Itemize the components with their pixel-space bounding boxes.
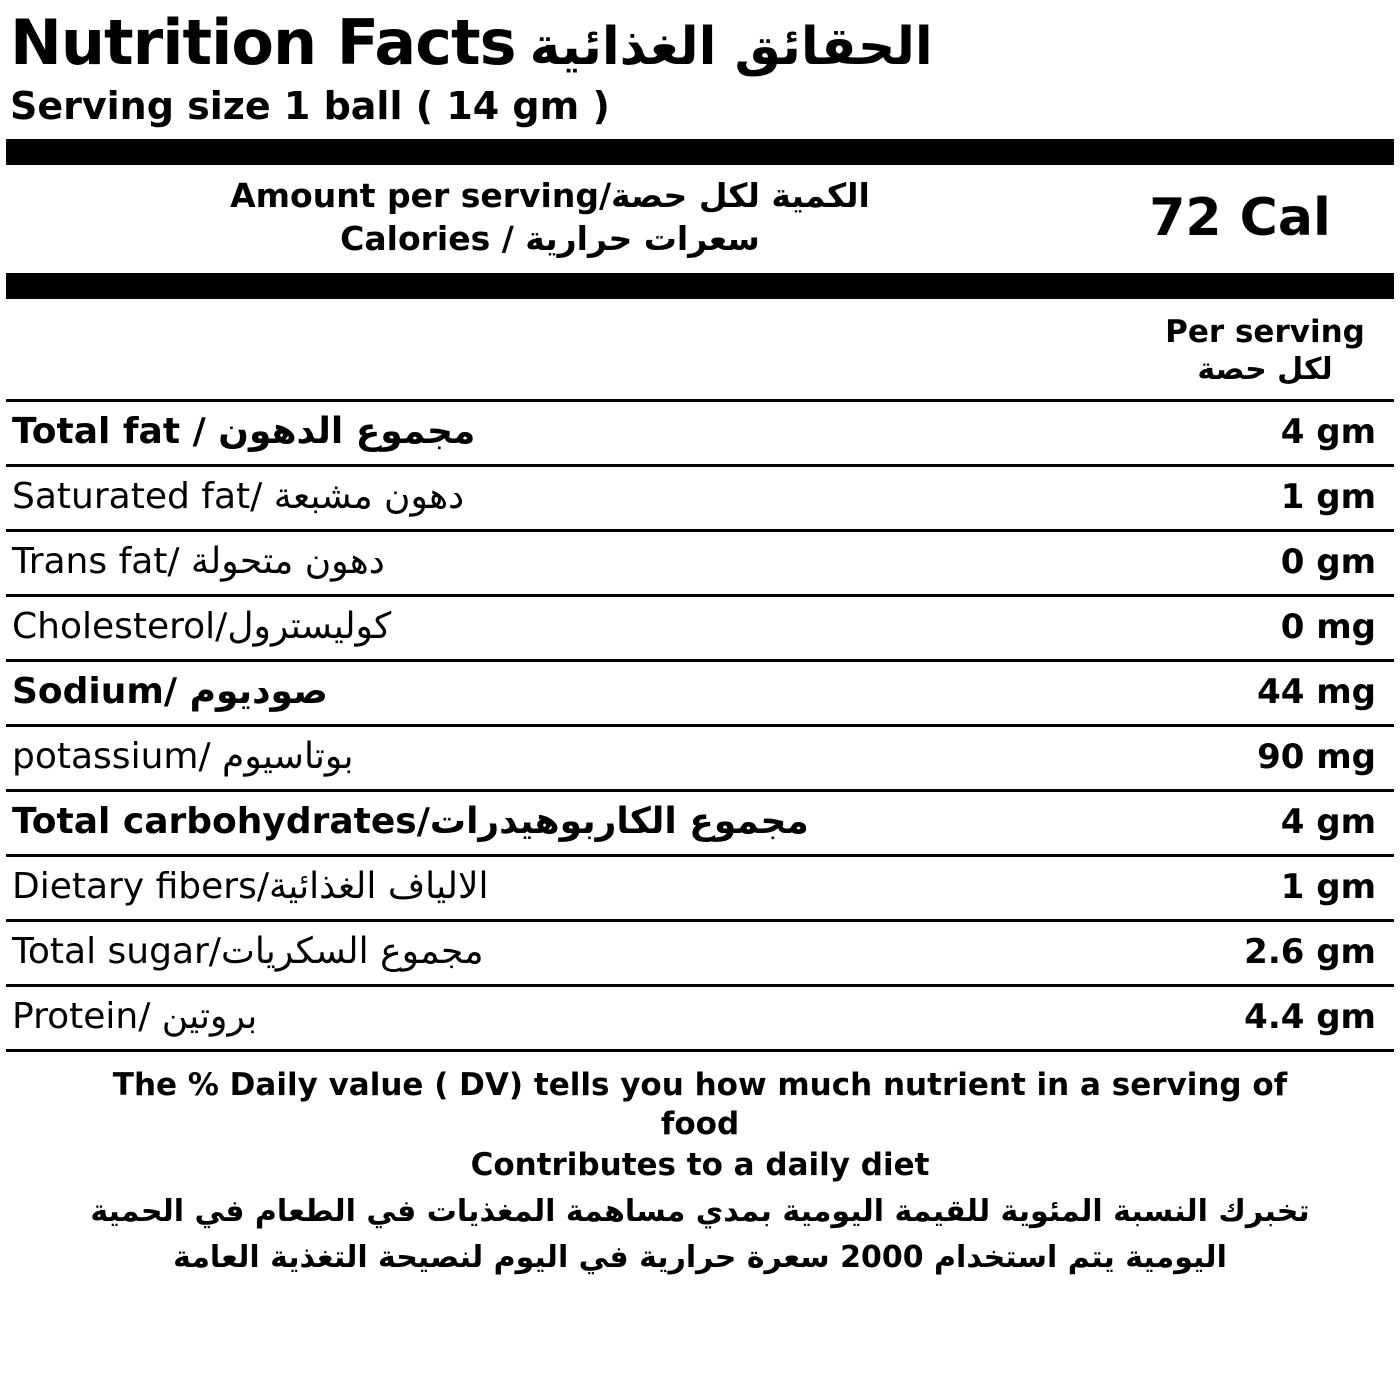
footnote-section — [6, 1049, 1394, 1285]
page-title-arabic: الحقائق الغذائية — [529, 17, 933, 77]
nutrient-name: Trans fat/ دهون متحولة — [12, 541, 385, 583]
nutrient-name: Protein/ بروتين — [12, 996, 258, 1038]
table-row — [6, 854, 1394, 919]
table-row — [6, 399, 1394, 464]
per-serving-header-box — [1150, 313, 1380, 389]
footnote-en-line3: Contributes to a daily diet — [470, 1147, 930, 1184]
table-row — [6, 659, 1394, 724]
nutrient-value: 1 gm — [1280, 866, 1376, 907]
nutrient-value: 4.4 gm — [1244, 996, 1376, 1037]
nutrient-value: 1 gm — [1280, 476, 1376, 517]
nutrient-name: Saturated fat/ دهون مشبعة — [12, 476, 465, 518]
nutrient-value: 2.6 gm — [1244, 931, 1376, 972]
amount-per-serving-line2: Calories / سعرات حرارية — [340, 218, 760, 258]
table-row — [6, 789, 1394, 854]
table-row — [6, 724, 1394, 789]
nutrient-rows — [6, 399, 1394, 1049]
nutrient-name: Total carbohydrates/مجموع الكاربوهيدرات — [12, 801, 809, 843]
nutrient-value: 90 mg — [1257, 736, 1376, 777]
label-title-row — [6, 0, 1394, 79]
nutrient-value: 4 gm — [1280, 411, 1376, 452]
page-title: Nutrition Facts — [10, 6, 516, 79]
per-serving-header-en: Per serving — [1165, 313, 1365, 350]
nutrient-name: potassium/ بوتاسيوم — [12, 736, 354, 778]
nutrient-name: Total sugar/مجموع السكريات — [12, 931, 484, 973]
nutrient-value: 44 mg — [1257, 671, 1376, 712]
nutrient-name: Cholesterol/كوليسترول — [12, 606, 392, 648]
footnote-en-line1: The % Daily value ( DV) tells you how much nutrient in a serving of — [112, 1066, 1288, 1103]
amount-per-serving-label — [10, 175, 1090, 261]
footnote-ar-line1: تخبرك النسبة المئوية للقيمة اليومية بمدي مساهمة المغذيات في الطعام في الحمية — [90, 1193, 1310, 1229]
table-row — [6, 464, 1394, 529]
footnote-ar-line2: اليومية يتم استخدام 2000 سعرة حرارية في اليوم لنصيحة التغذية العامة — [173, 1240, 1227, 1276]
calories-block — [6, 165, 1394, 273]
nutrient-name: Sodium/ صوديوم — [12, 671, 328, 713]
amount-per-serving-line1: Amount per serving/الكمية لكل حصة — [230, 175, 870, 215]
per-serving-header-ar: لكل حصة — [1197, 352, 1333, 388]
divider-thick-middle — [6, 273, 1394, 299]
nutrient-value: 4 gm — [1280, 801, 1376, 842]
nutrient-value: 0 gm — [1280, 541, 1376, 582]
divider-thick-top — [6, 139, 1394, 165]
footnote-en-line2: food — [660, 1105, 740, 1142]
calories-value: 72 Cal — [1149, 187, 1331, 248]
nutrient-name: Dietary fibers/الالياف الغذائية — [12, 866, 489, 908]
serving-size-text: Serving size 1 ball ( 14 gm ) — [10, 84, 610, 129]
nutrient-name: Total fat / مجموع الدهون — [12, 411, 476, 453]
table-row — [6, 919, 1394, 984]
table-row — [6, 984, 1394, 1049]
nutrient-value: 0 mg — [1280, 606, 1376, 647]
table-row — [6, 529, 1394, 594]
per-serving-header — [6, 299, 1394, 399]
table-row — [6, 594, 1394, 659]
